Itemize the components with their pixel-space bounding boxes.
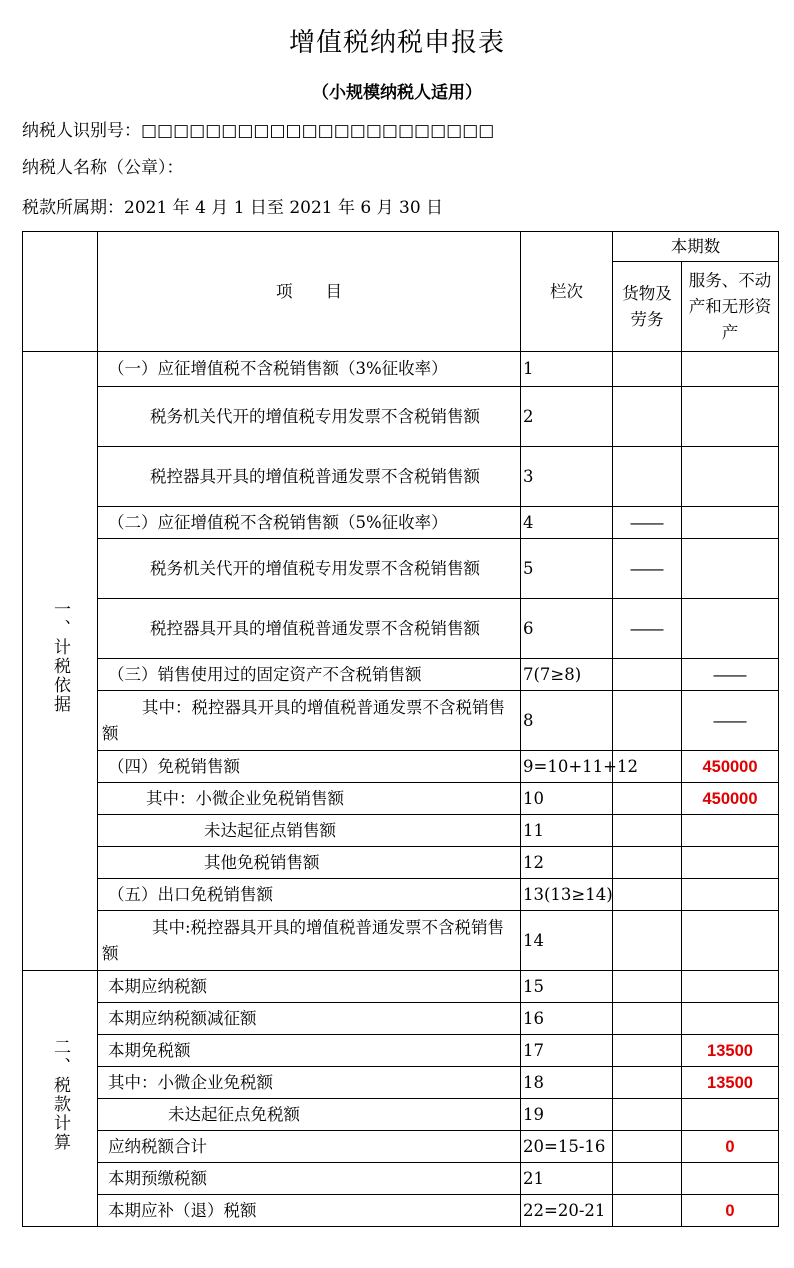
row-col: 6: [521, 599, 613, 659]
row-goods[interactable]: [613, 691, 682, 751]
header-goods: 货物及劳务: [613, 262, 682, 352]
row-label: 税控器具开具的增值税普通发票不含税销售额: [98, 447, 521, 507]
row-services[interactable]: 450000: [682, 783, 779, 815]
taxpayer-name-label: 纳税人名称（公章）：: [22, 158, 184, 178]
header-current: 本期数: [613, 232, 779, 262]
header-col: 栏次: [521, 232, 613, 352]
row-col: 10: [521, 783, 613, 815]
row-label: 税务机关代开的增值税专用发票不含税销售额: [98, 539, 521, 599]
form-subtitle: （小规模纳税人适用）: [312, 83, 482, 103]
row-services[interactable]: [682, 539, 779, 599]
row-label: （一）应征增值税不含税销售额（3%征收率）: [98, 352, 521, 387]
row-services[interactable]: [682, 1099, 779, 1131]
row-label: 其中:税控器具开具的增值税普通发票不含税销售额: [98, 911, 521, 971]
row-services[interactable]: [682, 1003, 779, 1035]
row-label: 本期应补（退）税额: [98, 1195, 521, 1227]
header-corner: [23, 232, 98, 352]
section-basis: 一、计税依据: [23, 352, 98, 971]
row-col: 20=15-16: [521, 1131, 613, 1163]
row-services[interactable]: [682, 847, 779, 879]
row-label: 未达起征点免税额: [98, 1099, 521, 1131]
row-goods[interactable]: [613, 659, 682, 691]
row-services[interactable]: [682, 879, 779, 911]
row-goods[interactable]: [613, 1163, 682, 1195]
header-services: 服务、不动产和无形资产: [682, 262, 779, 352]
row-goods[interactable]: [613, 971, 682, 1003]
row-goods[interactable]: [613, 447, 682, 507]
declaration-table: [22, 231, 779, 1227]
row-goods[interactable]: [613, 1035, 682, 1067]
row-goods[interactable]: [613, 1067, 682, 1099]
row-goods[interactable]: [613, 1003, 682, 1035]
header-item: 项 目: [98, 232, 521, 352]
row-label: 应纳税额合计: [98, 1131, 521, 1163]
row-goods[interactable]: ——: [613, 507, 682, 539]
row-col: 12: [521, 847, 613, 879]
row-col: 13(13≥14): [521, 879, 613, 911]
row-services[interactable]: 450000: [682, 751, 779, 783]
row-goods[interactable]: ——: [613, 599, 682, 659]
row-goods[interactable]: [613, 1195, 682, 1227]
row-services[interactable]: [682, 815, 779, 847]
section-calc: 二、税款计算: [23, 971, 98, 1227]
row-col: 19: [521, 1099, 613, 1131]
row-col: 18: [521, 1067, 613, 1099]
row-col: 11: [521, 815, 613, 847]
row-services[interactable]: [682, 911, 779, 971]
row-services[interactable]: ——: [682, 659, 779, 691]
row-label: （五）出口免税销售额: [98, 879, 521, 911]
row-label: 其中：税控器具开具的增值税普通发票不含税销售额: [98, 691, 521, 751]
row-label: 其中：小微企业免税额: [98, 1067, 521, 1099]
row-label: （四）免税销售额: [98, 751, 521, 783]
row-services[interactable]: 0: [682, 1131, 779, 1163]
row-col: 3: [521, 447, 613, 507]
row-label: 税务机关代开的增值税专用发票不含税销售额: [98, 387, 521, 447]
taxpayer-id-boxes[interactable]: □□□□□□□□□□□□□□□□□□□□□□: [141, 121, 495, 141]
row-goods[interactable]: [613, 879, 682, 911]
row-label: 其中：小微企业免税销售额: [98, 783, 521, 815]
row-goods[interactable]: [613, 352, 682, 387]
row-col: 8: [521, 691, 613, 751]
row-label: 本期应纳税额: [98, 971, 521, 1003]
row-label: 未达起征点销售额: [98, 815, 521, 847]
row-services[interactable]: [682, 507, 779, 539]
row-col: 5: [521, 539, 613, 599]
row-col: 22=20-21: [521, 1195, 613, 1227]
row-col: 21: [521, 1163, 613, 1195]
row-col: 14: [521, 911, 613, 971]
row-label: （三）销售使用过的固定资产不含税销售额: [98, 659, 521, 691]
row-col: 9=10+11+12: [521, 751, 613, 783]
row-goods[interactable]: [613, 783, 682, 815]
row-label: 本期免税额: [98, 1035, 521, 1067]
row-label: 本期应纳税额减征额: [98, 1003, 521, 1035]
row-label: （二）应征增值税不含税销售额（5%征收率）: [98, 507, 521, 539]
row-services[interactable]: [682, 599, 779, 659]
row-col: 16: [521, 1003, 613, 1035]
row-label: 税控器具开具的增值税普通发票不含税销售额: [98, 599, 521, 659]
tax-period: 税款所属期：2021 年 4 月 1 日至 2021 年 6 月 30 日: [22, 198, 444, 218]
row-col: 4: [521, 507, 613, 539]
form-title: 增值税纳税申报表: [288, 28, 505, 58]
row-col: 17: [521, 1035, 613, 1067]
row-goods[interactable]: [613, 911, 682, 971]
row-goods[interactable]: [613, 1131, 682, 1163]
row-services[interactable]: [682, 387, 779, 447]
row-col: 7(7≥8): [521, 659, 613, 691]
row-services[interactable]: [682, 352, 779, 387]
row-services[interactable]: ——: [682, 691, 779, 751]
row-col: 1: [521, 352, 613, 387]
row-goods[interactable]: [613, 1099, 682, 1131]
taxpayer-id-line: [22, 116, 494, 141]
row-goods[interactable]: [613, 387, 682, 447]
row-services[interactable]: [682, 1163, 779, 1195]
row-col: 2: [521, 387, 613, 447]
row-services[interactable]: [682, 447, 779, 507]
row-goods[interactable]: [613, 847, 682, 879]
taxpayer-id-label: 纳税人识别号：: [22, 121, 141, 141]
row-goods[interactable]: ——: [613, 539, 682, 599]
row-goods[interactable]: [613, 815, 682, 847]
row-col: 15: [521, 971, 613, 1003]
row-services[interactable]: 13500: [682, 1067, 779, 1099]
row-label: 本期预缴税额: [98, 1163, 521, 1195]
row-label: 其他免税销售额: [98, 847, 521, 879]
row-services[interactable]: 13500: [682, 1035, 779, 1067]
row-services[interactable]: 0: [682, 1195, 779, 1227]
row-services[interactable]: [682, 971, 779, 1003]
